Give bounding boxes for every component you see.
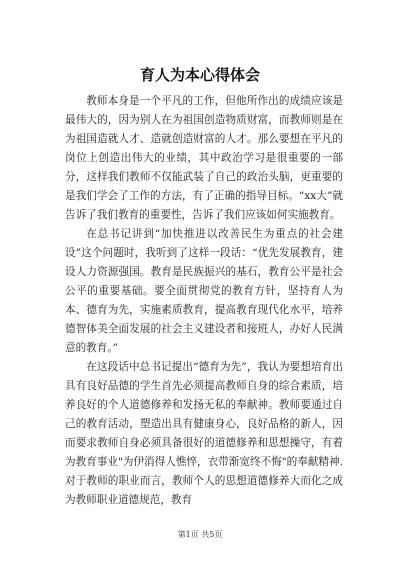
paragraph-1: 教师本身是一个平凡的工作，但他所作出的成绩应该是最伟大的，因为别人在为祖国创造物质财富，而教师则是在为祖国造就人才、造就创造财富的人才。那么要想在平凡的岗位上创造出伟大的业绩，其中政治学习是很重要的一部分，这样我们教师不仅能武装了自己的政治头脑，更重要的是我们学会了工作的方法，有了正确的指导目标。“xx大”就告诉了我们教育的重要性，告诉了我们应该如何实施教育。 (65, 95, 343, 221)
paragraph-3: 在这段话中总书记提出“德育为先”，我认为要想培育出具有良好品德的学生首先必须提高教师自身的综合素质，培养良好的个人道德修养和发扬无私的奉献神。教师要通过自己的教育活动，塑造出具有健康身心，良好品格的新人，因而要求教师自身必须具备很好的道德修养和思想操守，有着为教育事业"为伊消得人憔悴，衣带渐宽终不悔"的奉献精神.对于教师的职业而言，教师个人的思想道德修养大而化之成为教师职业道德规范，教育 (65, 361, 343, 506)
page-number-footer: 第1页 共5页 (177, 530, 223, 539)
document-body (65, 92, 343, 510)
document-title: 育人为本心得体会 (139, 66, 260, 84)
paragraph-2: 在总书记讲到“加快推进以改善民生为重点的社会建设”这个问题时，我听到了这样一段话：“优先发展教育，建设人力资源强国。教育是民族振兴的基石，教育公平是社会公平的重要基础。要全面贯彻党的教育方针，坚持育人为本、德育为先，实施素质教育，提高教育现代化水平，培养德智体美全面发展的社会主义建设者和接班人，办好人民满意的教育。” (65, 228, 343, 354)
